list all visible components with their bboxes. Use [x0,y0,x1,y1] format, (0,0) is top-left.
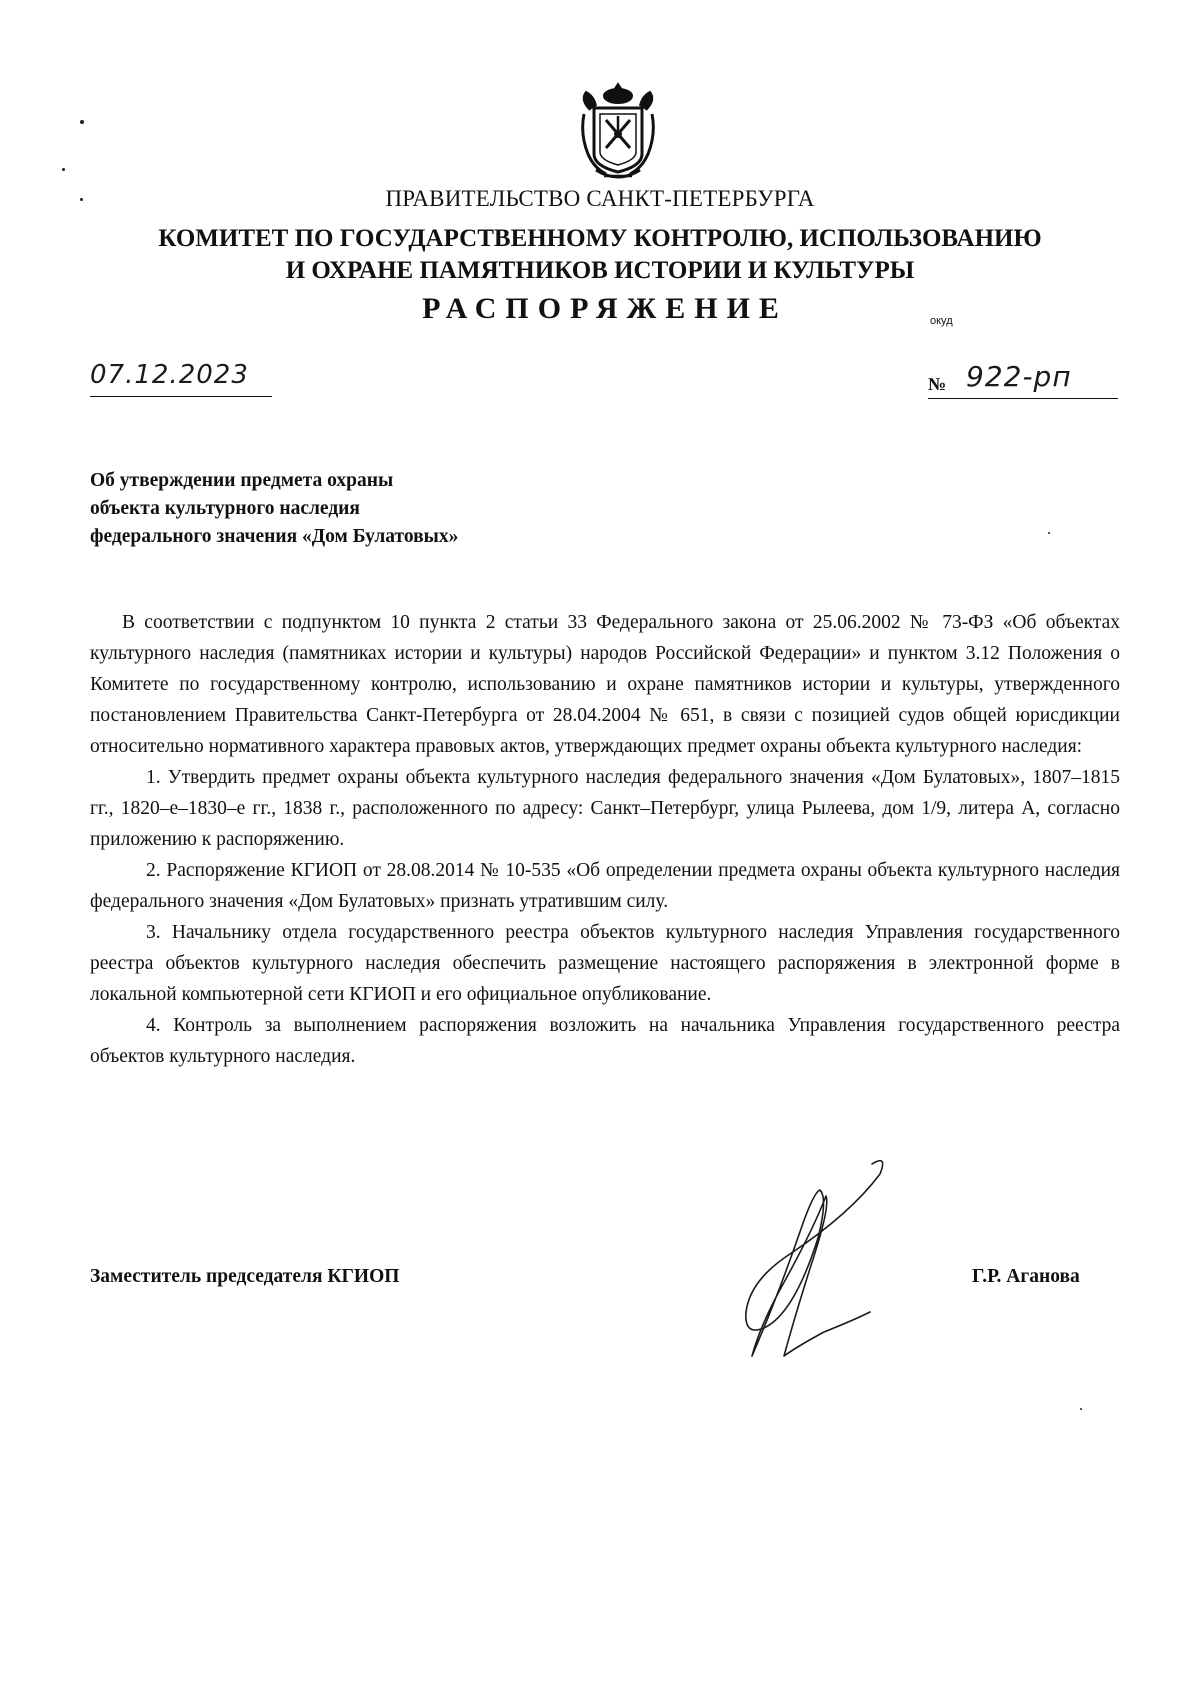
document-date: 07.12.2023 [90,360,249,390]
committee-title-line1: КОМИТЕТ ПО ГОСУДАРСТВЕННОМУ КОНТРОЛЮ, ИСПОЛЬЗОВАНИЮ [158,225,1042,252]
signer-position: Заместитель председателя КГИОП [90,1266,400,1287]
subject-line1: Об утверждении предмета охраны [90,470,394,491]
number-field [928,360,1118,399]
okud-label: окуд [930,315,953,327]
government-title: ПРАВИТЕЛЬСТВО САНКТ-ПЕТЕРБУРГА [385,186,815,211]
preamble-paragraph: В соответствии с подпунктом 10 пункта 2 статьи 33 Федерального закона от 25.06.2002 № 73-ФЗ «Об объектах культурного наследия (памятниках истории и культуры) народов Российской Федерации» и пунктом 3.12 Положения о Комитете по государственному контролю, использованию и охране памятников истории и культуры, утвержденного постановлением Правительства Санкт-Петербурга от 28.04.2004 № 651, в связи с позицией судов общей юрисдикции относительно нормативного характера правовых актов, утверждающих предмет охраны объекта культурного наследия: [90,612,1120,757]
order-item-4: 4. Контроль за выполнением распоряжения возложить на начальника Управления государственного реестра объектов культурного наследия. [90,1015,1120,1067]
document-number: 922-рп [966,360,1072,393]
handwritten-signature [700,1140,940,1390]
number-sign: № [928,374,947,394]
committee-title-line2: И ОХРАНЕ ПАМЯТНИКОВ ИСТОРИИ И КУЛЬТУРЫ [285,257,915,284]
subject-line3: федерального значения «Дом Булатовых» [90,526,459,547]
signer-name: Г.Р. Аганова [972,1266,1080,1287]
order-item-2: 2. Распоряжение КГИОП от 28.08.2014 № 10-535 «Об определении предмета охраны объекта культурного наследия федерального значения «Дом Булатовых» признать утратившим силу. [90,860,1120,912]
document-type: РАСПОРЯЖЕНИЕ [422,292,788,325]
order-item-3: 3. Начальнику отдела государственного реестра объектов культурного наследия Управления государственного реестра объектов культурного наследия обеспечить размещение настоящего распоряжения в электронной форме в локальной компьютерной сети КГИОП и его официальное опубликование. [90,922,1120,1005]
coat-of-arms-icon [574,80,662,182]
document-body [90,607,1120,1072]
subject-line2: объекта культурного наследия [90,498,360,519]
subject-heading [90,467,710,551]
date-field [90,360,272,397]
order-item-1: 1. Утвердить предмет охраны объекта культурного наследия федерального значения «Дом Булатовых», 1807–1815 гг., 1820–е–1830–е гг., 1838 г., расположенного по адресу: Санкт–Петербург, улица Рылеева, дом 1/9, литера А, согласно приложению к распоряжению. [90,767,1120,850]
committee-title [0,223,1200,287]
